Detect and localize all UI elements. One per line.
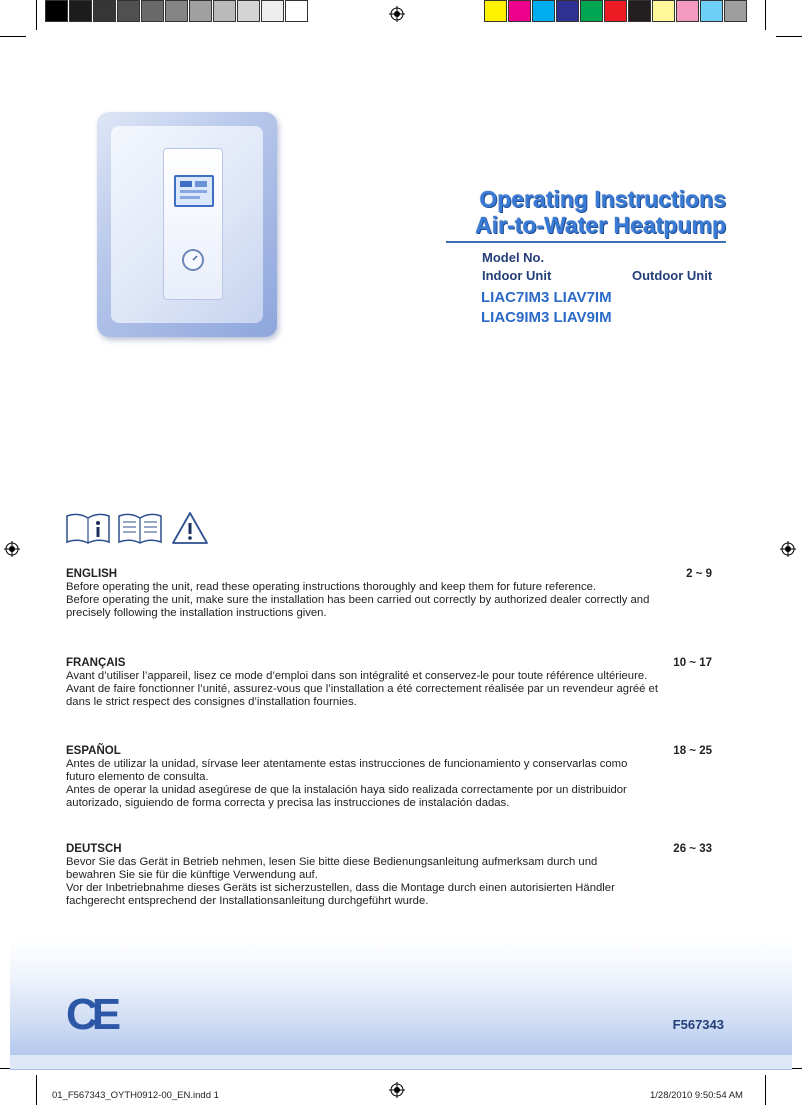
slug-timestamp: 1/28/2010 9:50:54 AM <box>650 1090 743 1101</box>
language-text: Vor der Inbetriebnahme dieses Geräts ist sicherzustellen, dass die Montage durch einen autorisierten Händler fachgerecht entsprechend der Installationsanleitung durchgeführt wurde. <box>66 882 615 907</box>
language-text: Bevor Sie das Gerät in Betrieb nehmen, lesen Sie bitte diese Bedienungsanleitung aufmerksam durch und bewahren Sie sie für die künftige Verwendung auf. <box>66 856 598 881</box>
language-text: Antes de utilizar la unidad, sírvase leer atentamente estas instrucciones de funcionamiento y conservarlas como futuro elemento de consulta. <box>66 758 628 783</box>
color-swatch <box>165 0 188 22</box>
language-text: Before operating the unit, read these operating instructions thoroughly and keep them for future reference. <box>66 581 597 593</box>
info-book-icon <box>64 510 112 546</box>
document-title-line1: Operating Instructions <box>479 186 726 212</box>
slug-filename: 01_F567343_OYTH0912-00_EN.indd 1 <box>52 1090 219 1101</box>
ce-mark-logo: CE <box>66 990 116 1039</box>
document-number: F567343 <box>672 1017 724 1032</box>
color-swatch <box>484 0 507 22</box>
color-swatch <box>117 0 140 22</box>
language-title: ESPAÑOL <box>66 745 121 757</box>
crop-mark-top-right-h <box>776 36 802 37</box>
language-section-spanish <box>66 745 666 810</box>
language-text: Before operating the unit, make sure the installation has been carried out correctly by authorized dealer correctly and precisely following the installation instructions given. <box>66 594 650 619</box>
footer-band-edge <box>10 1055 792 1069</box>
language-title: ENGLISH <box>66 568 118 580</box>
crop-mark-top-left-h <box>0 36 26 37</box>
crop-mark-top-left-v <box>36 0 37 30</box>
crop-mark-bottom-right-v <box>765 1075 766 1105</box>
registration-mark-top <box>389 6 405 22</box>
model-code-2: LIAC9IM3 LIAV9IM <box>481 309 612 326</box>
warning-triangle-icon <box>170 510 210 546</box>
language-text: Antes de operar la unidad asegúrese de que la instalación haya sido realizada correctamente por un distribuidor autorizado, siguiendo de forma correcta y precisa las instrucciones de instalación dadas. <box>66 784 627 809</box>
color-swatch <box>45 0 68 22</box>
color-swatch <box>69 0 92 22</box>
language-section-german <box>66 843 666 908</box>
color-swatch <box>652 0 675 22</box>
color-swatch <box>580 0 603 22</box>
crop-mark-bottom-left-v <box>36 1075 37 1105</box>
title-rule <box>446 241 726 243</box>
color-swatch <box>508 0 531 22</box>
pressure-gauge-icon <box>182 249 204 271</box>
registration-mark-bottom <box>389 1082 405 1098</box>
color-swatch <box>604 0 627 22</box>
language-text: Avant de faire fonctionner l’unité, assurez-vous que l’installation a été correctement réalisée par un revendeur agréé et dans le strict respect des consignes d’installation fournies. <box>66 683 658 708</box>
color-swatch <box>628 0 651 22</box>
control-strip <box>163 148 223 300</box>
color-swatch <box>285 0 308 22</box>
process-color-bar <box>484 0 748 22</box>
heatpump-unit-illustration <box>97 112 277 337</box>
color-swatch <box>141 0 164 22</box>
page-range: 2 ~ 9 <box>686 568 712 580</box>
outdoor-unit-label: Outdoor Unit <box>632 268 713 283</box>
color-swatch <box>724 0 747 22</box>
indoor-unit-label: Indoor Unit <box>482 268 552 283</box>
color-swatch <box>237 0 260 22</box>
manual-book-icon <box>116 510 164 546</box>
page-range: 26 ~ 33 <box>673 843 712 855</box>
color-swatch <box>556 0 579 22</box>
document-title-line2: Air-to-Water Heatpump <box>475 212 726 238</box>
crop-mark-top-right-v <box>765 0 766 30</box>
language-title: DEUTSCH <box>66 843 122 855</box>
color-swatch <box>532 0 555 22</box>
language-section-french <box>66 657 666 709</box>
color-swatch <box>213 0 236 22</box>
model-code-1: LIAC7IM3 LIAV7IM <box>481 289 612 306</box>
color-swatch <box>189 0 212 22</box>
footer-gradient-band <box>10 940 792 1070</box>
remote-display-icon <box>174 175 214 207</box>
page-range: 10 ~ 17 <box>673 657 712 669</box>
grayscale-color-bar <box>45 0 309 22</box>
language-title: FRANÇAIS <box>66 657 126 669</box>
model-number-label: Model No. <box>482 250 545 265</box>
registration-mark-left <box>4 541 20 557</box>
color-swatch <box>93 0 116 22</box>
language-text: Avant d’utiliser l’appareil, lisez ce mode d’emploi dans son intégralité et conservez-le pour toute référence ultérieure. <box>66 670 648 682</box>
color-swatch <box>700 0 723 22</box>
registration-mark-right <box>780 541 796 557</box>
color-swatch <box>261 0 284 22</box>
page-range: 18 ~ 25 <box>673 745 712 757</box>
unit-front-panel <box>111 126 263 323</box>
color-swatch <box>676 0 699 22</box>
language-section-english <box>66 568 666 620</box>
